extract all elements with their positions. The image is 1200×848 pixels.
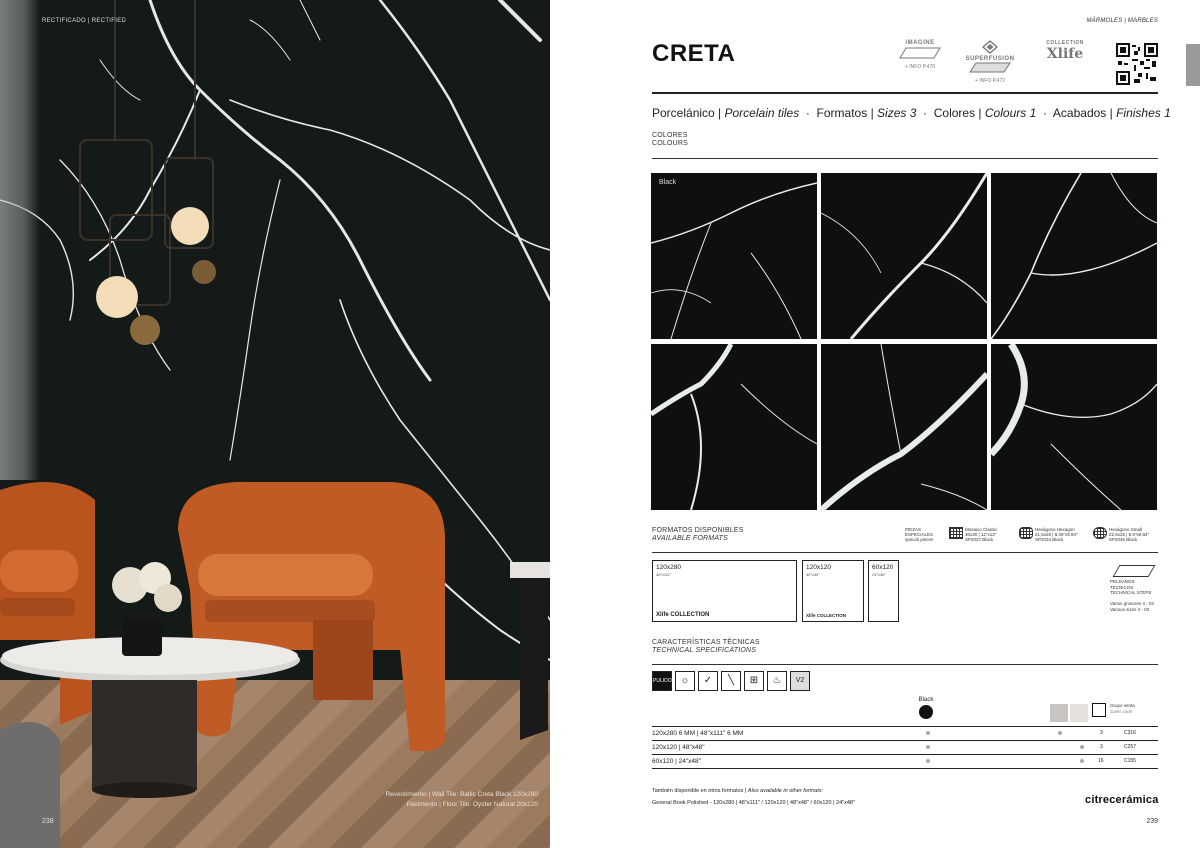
availability-dot <box>1080 759 1084 763</box>
tile-swatch[interactable] <box>651 344 817 510</box>
note-es: También disponible en otros formatos <box>652 788 744 794</box>
series-label: MÁRMOLES | MARBLES <box>1086 18 1158 24</box>
spec-colors-en: Colours 1 <box>984 106 1037 120</box>
special-piece-hexagon[interactable] <box>1019 527 1089 542</box>
hexagon-small-size: 22,6x25 | 8.9"x9.84" <box>1109 532 1150 537</box>
window-light <box>0 0 40 480</box>
marble-tile-1 <box>651 173 817 339</box>
steps-dim-1: Varios grosores 4 - 03 <box>1110 600 1154 606</box>
row-code: C316 <box>1124 730 1136 736</box>
format-size: 60x120 <box>872 564 894 571</box>
spec-formats: Formatos <box>816 106 868 120</box>
marble-tile-6 <box>991 344 1157 510</box>
check-icon: ✓ <box>698 671 718 691</box>
interior-photo <box>0 0 550 848</box>
finish-swatch-light <box>1070 704 1088 722</box>
row-code: C155 <box>1124 758 1136 764</box>
sun-icon: ☼ <box>675 671 695 691</box>
marble-tile-4 <box>651 344 817 510</box>
steps-dim-2: Various sizes 4 - 03 <box>1110 606 1150 612</box>
table-row <box>652 741 1158 754</box>
xlife-logo <box>1035 40 1095 62</box>
note-en: Also available in other formats: <box>747 788 824 794</box>
sales-group-en: Sales code <box>1110 709 1133 714</box>
mosaic-hexagon-small-icon <box>1093 527 1107 539</box>
tile-swatch[interactable] <box>991 344 1157 510</box>
row-qty: 3 <box>1100 744 1103 750</box>
pouf <box>0 722 60 848</box>
tech-rule <box>652 664 1158 665</box>
page-number-right: 239 <box>1146 818 1158 825</box>
colour-column-name: Black <box>918 697 934 703</box>
v2-icon: V2 <box>790 671 810 691</box>
technical-steps-label-en: TECHNICAL STEPS <box>1110 590 1152 595</box>
colours-rule <box>652 158 1158 159</box>
format-size: 120x120 <box>806 564 831 571</box>
tech-spec-label <box>652 639 760 655</box>
format-inch: 24"x48" <box>872 572 886 577</box>
colours-label-en: COLOURS <box>652 140 689 147</box>
xlife-logo-label: Xlife <box>1046 46 1084 62</box>
general-book-note: General Book Polished - 120x280 | 48"x111" / 120x120 | 48"x48" / 60x120 | 24"x48" <box>652 800 855 806</box>
technical-steps[interactable] <box>1110 565 1158 613</box>
fire-icon: ♨ <box>767 671 787 691</box>
tile-swatch-grid <box>651 173 1159 510</box>
spec-summary: Porcelánico | Porcelain tiles · Formatos | Sizes 3 · Colores | Colours 1 · Acabados | Finishes 1 <box>652 106 1171 120</box>
imagine-logo <box>890 40 950 70</box>
tile-stack-icon <box>968 62 1012 74</box>
header-rule <box>652 92 1158 94</box>
colours-label-es: COLORES <box>652 132 688 139</box>
qr-code-icon[interactable] <box>1116 43 1158 85</box>
availability-dot <box>926 745 930 749</box>
format-size: 120x280 <box>656 564 681 571</box>
marble-tile-5 <box>821 344 987 510</box>
spec-colors: Colores <box>933 106 976 120</box>
row-qty: 3 <box>1100 730 1103 736</box>
format-box-60x120[interactable] <box>868 560 899 622</box>
tech-label-en: TECHNICAL SPECIFICATIONS <box>652 647 757 654</box>
table-row <box>652 727 1158 740</box>
row-format: 120x280 6 MM | 48"x111" 6 MM <box>652 730 744 737</box>
tech-label-es: CARACTERÍSTICAS TÉCNICAS <box>652 639 760 646</box>
armchair-right <box>178 482 445 751</box>
step-piece-icon <box>1113 565 1156 577</box>
spec-porcelain-en: Porcelain tiles <box>724 106 800 120</box>
caption-line-floor: Pavimento | Floor Tile: Oyster Natural 20x120 <box>406 801 538 808</box>
spec-finishes-en: Finishes 1 <box>1116 106 1171 120</box>
formats-rule <box>652 552 1158 553</box>
pulido-icon: PULIDO <box>652 671 672 691</box>
product-sheet-page <box>550 0 1200 848</box>
availability-dot <box>926 759 930 763</box>
hexagon-name: Hexágono Hexagon <box>1035 527 1075 532</box>
sales-group-es: Grupo venta <box>1110 703 1135 708</box>
logo-row <box>890 40 1160 92</box>
superfusion-mark-icon <box>981 40 999 54</box>
finish-swatch-grey <box>1050 704 1068 722</box>
mosaic-size: 30x30 | 12"x12" <box>965 532 997 537</box>
availability-dot <box>1080 745 1084 749</box>
caption-line-wall: Revestimiento | Wall Tile: Baltic Creta Black 120x280 <box>385 791 538 798</box>
hexagon-small-name: Hexágono Small <box>1109 527 1143 532</box>
mosaic-code: SP2037 Black <box>965 537 994 542</box>
brand-logo: citrecerámica <box>1085 794 1159 806</box>
left-page-header: RECTIFICADO | RECTIFIED <box>42 18 127 24</box>
spec-porcelain: Porcelánico <box>652 106 715 120</box>
tile-swatch[interactable] <box>821 344 987 510</box>
formats-label-es: FORMATOS DISPONIBLES <box>652 527 744 534</box>
availability-note: También disponible en otros formatos | Also available in other formats: <box>652 788 824 794</box>
hexagon-code: SP2034 Black <box>1035 537 1064 542</box>
marble-tile-2 <box>821 173 987 339</box>
table-row <box>652 755 1158 768</box>
imagine-logo-sub: + INFO P.470 <box>904 64 936 70</box>
box-icon <box>1092 703 1106 717</box>
availability-dot <box>926 731 930 735</box>
spec-formats-en: Sizes 3 <box>877 106 917 120</box>
formats-label <box>652 527 744 543</box>
tile-swatch[interactable] <box>991 173 1157 339</box>
mosaic-square-icon <box>949 527 963 539</box>
spec-finishes: Acabados <box>1052 106 1107 120</box>
black-colour-dot <box>919 705 933 719</box>
colour-column-header <box>914 697 938 719</box>
format-box-120x280[interactable] <box>652 560 797 622</box>
product-title: CRETA <box>652 40 736 67</box>
colours-label <box>652 132 688 148</box>
special-pieces-label-es: PIEZAS ESPECIALES <box>905 527 934 537</box>
xlife-logo-sub: COLLECTION <box>1046 40 1084 46</box>
tile-shape-icon <box>898 46 942 60</box>
hexagon-size: 21,5x25 | 8.46"x9.84" <box>1035 532 1078 537</box>
row-format: 60x120 | 24"x48" <box>652 758 701 765</box>
mosaic-name: Mosaico Classic <box>965 527 998 532</box>
chemical-icon: ⊞ <box>744 671 764 691</box>
marble-tile-3 <box>991 173 1157 339</box>
tile-colour-name: Black <box>659 179 677 186</box>
format-box-120x120[interactable] <box>802 560 864 622</box>
side-table <box>510 562 550 740</box>
sales-group-label <box>1110 703 1135 715</box>
special-piece-hexagon-small[interactable] <box>1093 527 1161 542</box>
formats-label-en: AVAILABLE FORMATS <box>652 535 729 542</box>
technical-steps-label <box>1110 579 1158 596</box>
special-pieces-label-en: special pieces <box>905 537 934 542</box>
row-qty: 16 <box>1098 758 1104 764</box>
tile-swatch[interactable] <box>821 173 987 339</box>
page-number-left: 238 <box>42 818 54 825</box>
row-format: 120x120 | 48"x48" <box>652 744 705 751</box>
format-inch: 48"x111" <box>656 572 672 577</box>
format-inch: 48"x48" <box>806 572 820 577</box>
format-xlife-badge: Xlife COLLECTION <box>656 612 710 618</box>
row-code: C257 <box>1124 744 1136 750</box>
section-tab <box>1186 44 1200 86</box>
photo-caption <box>386 790 538 810</box>
table-rule <box>652 768 1158 769</box>
superfusion-logo-sub: + INFO P.472 <box>974 78 1006 84</box>
special-pieces-label <box>905 527 945 542</box>
special-piece-mosaic[interactable] <box>949 527 1015 542</box>
technical-steps-dims <box>1110 601 1158 613</box>
superfusion-logo-label: SUPERFUSION <box>965 56 1015 62</box>
superfusion-logo <box>960 40 1020 84</box>
special-pieces <box>905 527 1161 553</box>
availability-dot <box>1058 731 1062 735</box>
imagine-logo-label: IMAGINE <box>905 40 935 46</box>
mosaic-hexagon-icon <box>1019 527 1033 539</box>
hexagon-small-code: SP2046 Black <box>1109 537 1138 542</box>
format-xlife-badge: Xlife COLLECTION <box>806 613 847 618</box>
technical-steps-label-es: PELDAÑOS TÉCNICOS <box>1110 579 1135 590</box>
scratch-icon: ╲ <box>721 671 741 691</box>
armchair-left <box>0 482 95 725</box>
tile-swatch[interactable] <box>651 173 817 339</box>
